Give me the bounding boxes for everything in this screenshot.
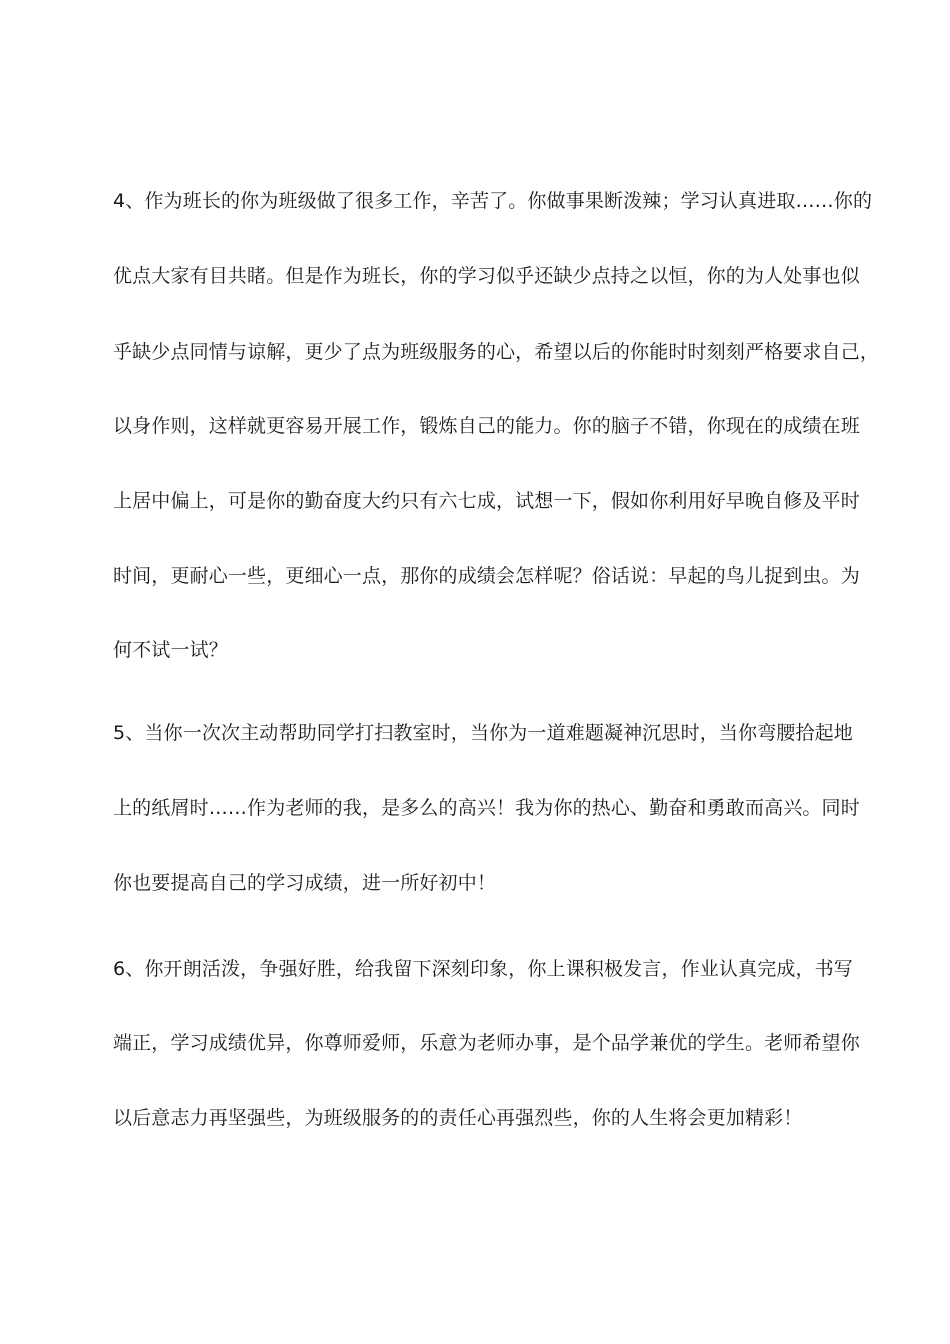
text-line: 时间，更耐心一些，更细心一点，那你的成绩会怎样呢？俗话说：早起的鸟儿捉到虫。为 <box>113 565 860 587</box>
text-line: 乎缺少点同情与谅解，更少了点为班级服务的心，希望以后的你能时时刻刻严格要求自己， <box>113 341 880 363</box>
text-line: 端正，学习成绩优异，你尊师爱师，乐意为老师办事，是个品学兼优的学生。老师希望你 <box>113 1032 860 1054</box>
text-line: 4、作为班长的你为班级做了很多工作，辛苦了。你做事果断泼辣；学习认真进取……你的 <box>113 190 873 212</box>
text-line: 以身作则，这样就更容易开展工作，锻炼自己的能力。你的脑子不错，你现在的成绩在班 <box>113 415 860 437</box>
text-line: 5、当你一次次主动帮助同学打扫教室时，当你为一道难题凝神沉思时，当你弯腰拾起地 <box>113 722 853 744</box>
text-line: 以后意志力再坚强些，为班级服务的的责任心再强烈些，你的人生将会更加精彩！ <box>113 1107 803 1129</box>
text-line: 上的纸屑时……作为老师的我，是多么的高兴！我为你的热心、勤奋和勇敢而高兴。同时 <box>113 797 860 819</box>
text-line: 上居中偏上，可是你的勤奋度大约只有六七成，试想一下，假如你利用好早晚自修及平时 <box>113 490 860 512</box>
text-line: 你也要提高自己的学习成绩，进一所好初中！ <box>113 872 497 894</box>
text-line: 6、你开朗活泼，争强好胜，给我留下深刻印象，你上课积极发言，作业认真完成，书写 <box>113 958 853 980</box>
text-line: 优点大家有目共睹。但是作为班长，你的学习似乎还缺少点持之以恒，你的为人处事也似 <box>113 265 860 287</box>
text-line: 何不试一试？ <box>113 639 228 661</box>
